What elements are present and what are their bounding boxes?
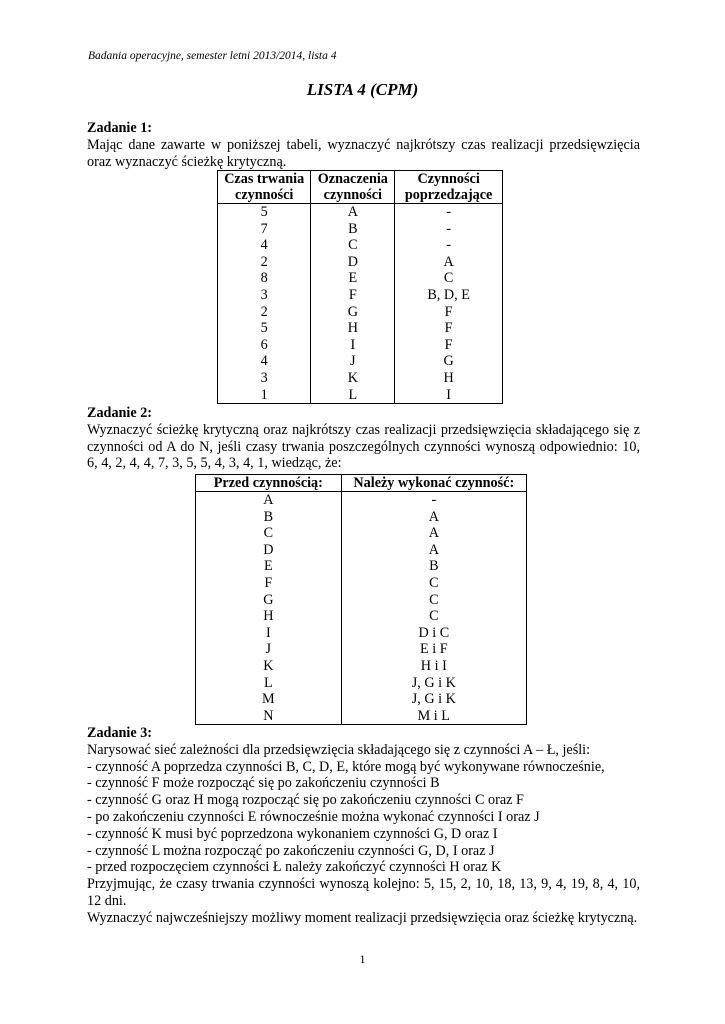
list-item: - czynność K musi być poprzedzona wykonaniem czynności G, D oraz I [87,825,498,842]
predecessor-cell: J, G i K [341,675,526,692]
table-row [196,641,527,658]
predecessor-cell: C [341,608,526,625]
table-row [218,221,503,238]
activity-cell: I [196,625,342,642]
table-row [196,608,527,625]
task1-section [87,120,640,170]
table-row [196,691,527,708]
activity-cell: F [196,575,342,592]
duration-cell: 7 [218,221,311,238]
table-row [196,525,527,542]
task2-col1-header: Przed czynnością: [196,475,342,492]
table-row [218,304,503,321]
predecessor-cell: - [395,204,503,221]
activity-cell: J [311,353,395,370]
activity-cell: J [196,641,342,658]
table-row [196,592,527,609]
activity-cell: H [196,608,342,625]
table-row [218,270,503,287]
task1-col1-header-line2: czynności [235,187,294,203]
task1-col2-header-line2: czynności [323,187,382,203]
predecessor-cell: - [395,237,503,254]
duration-cell: 3 [218,370,311,387]
activity-cell: E [196,558,342,575]
predecessor-cell: H [395,370,503,387]
table-row [196,658,527,675]
table-row [196,708,527,725]
duration-cell: 6 [218,337,311,354]
activity-cell: C [196,525,342,542]
activity-cell: A [196,492,342,509]
list-item: - po zakończeniu czynności E równocześnie można wykonać czynności I oraz J [87,808,540,825]
table-row [218,204,503,221]
predecessor-cell: E i F [341,641,526,658]
task1-col2-header-line1: Oznaczenia [317,171,388,187]
predecessor-cell: F [395,320,503,337]
task1-col1-header-line1: Czas trwania [224,171,305,187]
task1-text: Mając dane zawarte w poniższej tabeli, wyznaczyć najkrótszy czas realizacji przedsięwzięcia oraz wyznaczyć ścieżkę krytyczną. [87,136,640,170]
task3-intro: Narysować sieć zależności dla przedsięwzięcia składającego się z czynności A – Ł, jeśli: [87,741,591,758]
predecessor-cell: B, D, E [395,287,503,304]
activity-cell: D [311,254,395,271]
table-row [196,625,527,642]
activity-cell: C [311,237,395,254]
task1-col3-header-line2: poprzedzające [404,187,493,203]
list-item: - czynność G oraz H mogą rozpocząć się po zakończeniu czynności C oraz F [87,792,524,809]
predecessor-cell: F [395,337,503,354]
task1-col3-header [395,171,503,204]
task1-col1-header [218,171,311,204]
task1-table [217,170,503,404]
activity-cell: K [311,370,395,387]
predecessor-cell: A [341,542,526,559]
activity-cell: B [196,509,342,526]
table-row [196,675,527,692]
activity-cell: G [311,304,395,321]
duration-cell: 4 [218,353,311,370]
task1-heading: Zadanie 1: [87,120,153,136]
activity-cell: H [311,320,395,337]
task1-col3-header-line1: Czynności [417,171,480,187]
predecessor-cell: A [395,254,503,271]
duration-cell: 1 [218,387,311,404]
table-row [196,558,527,575]
list-item: - czynność L można rozpocząć po zakończeniu czynności G, D, I oraz J [87,842,495,859]
table-row [218,353,503,370]
duration-cell: 8 [218,270,311,287]
predecessor-cell: B [341,558,526,575]
activity-cell: L [311,387,395,404]
table-row [218,237,503,254]
predecessor-cell: - [341,492,526,509]
duration-cell: 5 [218,320,311,337]
table-row [218,254,503,271]
task3-section [87,725,640,927]
predecessor-cell: J, G i K [341,691,526,708]
task2-col2-header: Należy wykonać czynność: [341,475,526,492]
predecessor-cell: C [341,575,526,592]
list-item: - czynność F może rozpocząć się po zakończeniu czynności B [87,775,440,792]
task3-times-text: Przyjmując, że czasy trwania czynności wynoszą kolejno: 5, 15, 2, 10, 18, 13, 9, 4, 19, 8, 4, 10, 12 dni. [87,876,640,909]
duration-cell: 2 [218,254,311,271]
predecessor-cell: - [395,221,503,238]
duration-cell: 2 [218,304,311,321]
table-row [218,287,503,304]
predecessor-cell: H i I [341,658,526,675]
activity-cell: K [196,658,342,675]
activity-cell: A [311,204,395,221]
list-item: - czynność A poprzedza czynności B, C, D, E, które mogą być wykonywane równocześnie, [87,758,605,775]
duration-cell: 3 [218,287,311,304]
task3-final-text: Wyznaczyć najwcześniejszy możliwy moment realizacji przedsięwzięcia oraz ścieżkę krytyczną. [87,909,638,926]
activity-cell: L [196,675,342,692]
table-row [218,337,503,354]
predecessor-cell: D i C [341,625,526,642]
activity-cell: G [196,592,342,609]
table-row [196,542,527,559]
task1-col2-header [311,171,395,204]
running-header: Badania operacyjne, semester letni 2013/2014, lista 4 [88,50,337,62]
task2-table [195,474,527,725]
table-row [196,492,527,509]
table-row [218,387,503,404]
predecessor-cell: M i L [341,708,526,725]
list-item: - przed rozpoczęciem czynności Ł należy zakończyć czynności H oraz K [87,859,502,876]
activity-cell: F [311,287,395,304]
activity-cell: M [196,691,342,708]
page-number: 1 [359,952,366,966]
predecessor-cell: C [341,592,526,609]
predecessor-cell: G [395,353,503,370]
activity-cell: D [196,542,342,559]
task2-heading: Zadanie 2: [87,405,153,421]
activity-cell: E [311,270,395,287]
task2-table-header [196,475,527,492]
task2-text: Wyznaczyć ścieżkę krytyczną oraz najkrótszy czas realizacji przedsięwzięcia składającego się z czynności od A do N, jeśli czasy trwania poszczególnych czynności wynoszą odpowiednio: 10, 6, 4, 2, 4, 4, 7, 3, 5, 5, 4, 3, 4, 1, wiedząc, że: [87,421,640,472]
task1-table-header [218,171,503,204]
predecessor-cell: I [395,387,503,404]
duration-cell: 5 [218,204,311,221]
predecessor-cell: C [395,270,503,287]
table-row [218,320,503,337]
predecessor-cell: A [341,525,526,542]
table-row [218,370,503,387]
task3-heading: Zadanie 3: [87,725,153,741]
table-row [196,575,527,592]
table-row [196,509,527,526]
activity-cell: N [196,708,342,725]
predecessor-cell: A [341,509,526,526]
predecessor-cell: F [395,304,503,321]
activity-cell: I [311,337,395,354]
task2-section [87,405,640,472]
document-title: LISTA 4 (CPM) [306,80,419,99]
duration-cell: 4 [218,237,311,254]
activity-cell: B [311,221,395,238]
